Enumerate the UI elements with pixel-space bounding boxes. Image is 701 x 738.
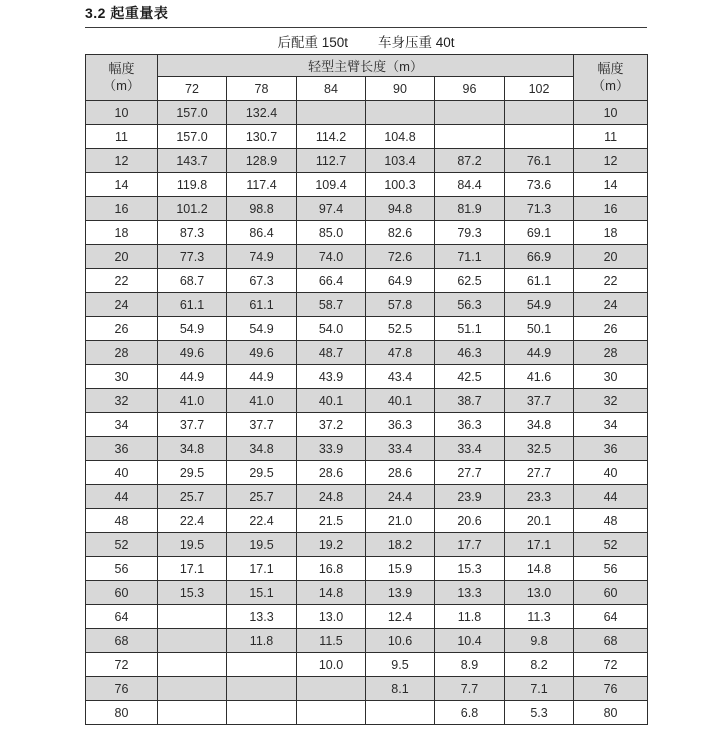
- radius-cell-left: 30: [86, 365, 158, 389]
- table-row: [86, 677, 648, 701]
- capacity-cell: 5.3: [505, 701, 574, 725]
- capacity-cell: 61.1: [158, 293, 227, 317]
- boom-length-col-5: 102: [505, 77, 574, 101]
- table-row: [86, 149, 648, 173]
- capacity-cell: 44.9: [505, 341, 574, 365]
- capacity-cell: 82.6: [366, 221, 435, 245]
- capacity-cell: 24.4: [366, 485, 435, 509]
- capacity-cell: 20.1: [505, 509, 574, 533]
- capacity-cell: [435, 101, 505, 125]
- radius-cell-right: 40: [574, 461, 648, 485]
- capacity-cell: 17.1: [505, 533, 574, 557]
- capacity-cell: 48.7: [297, 341, 366, 365]
- radius-cell-left: 24: [86, 293, 158, 317]
- boom-length-col-3: 90: [366, 77, 435, 101]
- capacity-cell: 132.4: [227, 101, 297, 125]
- capacity-cell: [366, 701, 435, 725]
- capacity-cell: [158, 677, 227, 701]
- table-row: [86, 533, 648, 557]
- radius-cell-right: 68: [574, 629, 648, 653]
- capacity-cell: 73.6: [505, 173, 574, 197]
- table-row: [86, 437, 648, 461]
- radius-cell-right: 34: [574, 413, 648, 437]
- capacity-cell: 25.7: [227, 485, 297, 509]
- capacity-cell: 79.3: [435, 221, 505, 245]
- table-row: [86, 173, 648, 197]
- capacity-cell: 33.9: [297, 437, 366, 461]
- radius-cell-left: 18: [86, 221, 158, 245]
- radius-cell-right: 44: [574, 485, 648, 509]
- radius-cell-right: 24: [574, 293, 648, 317]
- radius-cell-left: 10: [86, 101, 158, 125]
- capacity-cell: 16.8: [297, 557, 366, 581]
- capacity-cell: [505, 125, 574, 149]
- radius-cell-left: 20: [86, 245, 158, 269]
- table-row: [86, 365, 648, 389]
- capacity-cell: 71.1: [435, 245, 505, 269]
- capacity-cell: 6.8: [435, 701, 505, 725]
- capacity-cell: 97.4: [297, 197, 366, 221]
- table-row: [86, 485, 648, 509]
- radius-cell-left: 64: [86, 605, 158, 629]
- radius-header-left-label: 幅度: [108, 60, 135, 76]
- capacity-cell: 8.9: [435, 653, 505, 677]
- capacity-cell: 85.0: [297, 221, 366, 245]
- capacity-cell: 11.8: [435, 605, 505, 629]
- radius-cell-left: 40: [86, 461, 158, 485]
- radius-cell-right: 76: [574, 677, 648, 701]
- capacity-cell: 46.3: [435, 341, 505, 365]
- boom-length-col-2: 84: [297, 77, 366, 101]
- radius-cell-left: 60: [86, 581, 158, 605]
- capacity-cell: 50.1: [505, 317, 574, 341]
- radius-cell-left: 80: [86, 701, 158, 725]
- capacity-cell: 58.7: [297, 293, 366, 317]
- capacity-cell: 98.8: [227, 197, 297, 221]
- capacity-cell: 13.3: [227, 605, 297, 629]
- radius-cell-right: 20: [574, 245, 648, 269]
- capacity-cell: 74.9: [227, 245, 297, 269]
- radius-cell-left: 44: [86, 485, 158, 509]
- capacity-cell: 67.3: [227, 269, 297, 293]
- radius-cell-right: 22: [574, 269, 648, 293]
- capacity-cell: 54.9: [505, 293, 574, 317]
- table-row: [86, 557, 648, 581]
- capacity-cell: 28.6: [366, 461, 435, 485]
- capacity-cell: 143.7: [158, 149, 227, 173]
- radius-header-right-unit: （m）: [592, 77, 629, 93]
- capacity-cell: 52.5: [366, 317, 435, 341]
- capacity-cell: 20.6: [435, 509, 505, 533]
- capacity-cell: 10.4: [435, 629, 505, 653]
- capacity-cell: [158, 605, 227, 629]
- capacity-cell: 43.9: [297, 365, 366, 389]
- radius-cell-right: 32: [574, 389, 648, 413]
- capacity-cell: 24.8: [297, 485, 366, 509]
- table-row: [86, 101, 648, 125]
- capacity-cell: 34.8: [227, 437, 297, 461]
- capacity-cell: 37.7: [227, 413, 297, 437]
- capacity-cell: [435, 125, 505, 149]
- body-ballast-label: 车身压重 40t: [378, 35, 455, 50]
- table-row: [86, 269, 648, 293]
- capacity-cell: 33.4: [366, 437, 435, 461]
- capacity-cell: 37.2: [297, 413, 366, 437]
- capacity-cell: 15.9: [366, 557, 435, 581]
- capacity-cell: [297, 701, 366, 725]
- capacity-cell: 68.7: [158, 269, 227, 293]
- capacity-cell: 54.9: [227, 317, 297, 341]
- radius-cell-right: 72: [574, 653, 648, 677]
- radius-cell-left: 16: [86, 197, 158, 221]
- capacity-cell: 44.9: [158, 365, 227, 389]
- capacity-cell: 36.3: [435, 413, 505, 437]
- capacity-cell: 61.1: [505, 269, 574, 293]
- capacity-cell: 13.0: [297, 605, 366, 629]
- radius-cell-right: 60: [574, 581, 648, 605]
- table-row: [86, 317, 648, 341]
- capacity-cell: 9.5: [366, 653, 435, 677]
- radius-cell-left: 26: [86, 317, 158, 341]
- load-chart-table: [85, 54, 648, 725]
- capacity-cell: 66.9: [505, 245, 574, 269]
- capacity-cell: 76.1: [505, 149, 574, 173]
- capacity-cell: 49.6: [158, 341, 227, 365]
- table-row: [86, 197, 648, 221]
- radius-cell-right: 10: [574, 101, 648, 125]
- capacity-cell: 40.1: [297, 389, 366, 413]
- capacity-cell: [227, 653, 297, 677]
- radius-cell-left: 28: [86, 341, 158, 365]
- capacity-cell: 21.0: [366, 509, 435, 533]
- capacity-cell: 17.7: [435, 533, 505, 557]
- capacity-cell: 66.4: [297, 269, 366, 293]
- table-caption: [85, 28, 647, 54]
- capacity-cell: 29.5: [158, 461, 227, 485]
- table-row: [86, 701, 648, 725]
- capacity-cell: 18.2: [366, 533, 435, 557]
- table-row: [86, 221, 648, 245]
- capacity-cell: [227, 677, 297, 701]
- capacity-cell: 41.0: [227, 389, 297, 413]
- document-page: [85, 4, 647, 725]
- table-row: [86, 509, 648, 533]
- table-row: [86, 245, 648, 269]
- boom-length-header: 轻型主臂长度（m）: [158, 55, 574, 77]
- capacity-cell: 43.4: [366, 365, 435, 389]
- section-title: 3.2 起重量表: [85, 5, 169, 21]
- capacity-cell: 19.5: [227, 533, 297, 557]
- capacity-cell: 84.4: [435, 173, 505, 197]
- radius-cell-left: 14: [86, 173, 158, 197]
- radius-cell-left: 11: [86, 125, 158, 149]
- capacity-cell: 15.3: [158, 581, 227, 605]
- capacity-cell: 10.6: [366, 629, 435, 653]
- radius-cell-right: 30: [574, 365, 648, 389]
- capacity-cell: 8.2: [505, 653, 574, 677]
- capacity-cell: 61.1: [227, 293, 297, 317]
- radius-cell-left: 22: [86, 269, 158, 293]
- capacity-cell: 14.8: [505, 557, 574, 581]
- capacity-cell: 72.6: [366, 245, 435, 269]
- table-row: [86, 389, 648, 413]
- radius-cell-left: 34: [86, 413, 158, 437]
- header-row-boom-values: [86, 77, 648, 101]
- capacity-cell: 27.7: [435, 461, 505, 485]
- capacity-cell: [297, 677, 366, 701]
- capacity-cell: 100.3: [366, 173, 435, 197]
- radius-header-left-unit: （m）: [103, 77, 140, 93]
- radius-cell-left: 76: [86, 677, 158, 701]
- capacity-cell: 37.7: [158, 413, 227, 437]
- capacity-cell: 54.9: [158, 317, 227, 341]
- boom-length-col-1: 78: [227, 77, 297, 101]
- capacity-cell: 94.8: [366, 197, 435, 221]
- radius-cell-left: 32: [86, 389, 158, 413]
- radius-cell-right: 16: [574, 197, 648, 221]
- capacity-cell: 13.0: [505, 581, 574, 605]
- capacity-cell: 28.6: [297, 461, 366, 485]
- capacity-cell: 15.3: [435, 557, 505, 581]
- capacity-cell: 114.2: [297, 125, 366, 149]
- capacity-cell: 157.0: [158, 125, 227, 149]
- radius-header-left: [86, 55, 158, 101]
- capacity-cell: 7.7: [435, 677, 505, 701]
- capacity-cell: 51.1: [435, 317, 505, 341]
- radius-cell-right: 14: [574, 173, 648, 197]
- capacity-cell: 37.7: [505, 389, 574, 413]
- capacity-cell: 57.8: [366, 293, 435, 317]
- radius-cell-right: 18: [574, 221, 648, 245]
- table-row: [86, 413, 648, 437]
- table-row: [86, 341, 648, 365]
- radius-cell-left: 36: [86, 437, 158, 461]
- radius-cell-right: 80: [574, 701, 648, 725]
- capacity-cell: 13.3: [435, 581, 505, 605]
- boom-length-col-4: 96: [435, 77, 505, 101]
- table-row: [86, 605, 648, 629]
- capacity-cell: 47.8: [366, 341, 435, 365]
- table-row: [86, 461, 648, 485]
- capacity-cell: 41.0: [158, 389, 227, 413]
- radius-cell-right: 48: [574, 509, 648, 533]
- capacity-cell: 23.3: [505, 485, 574, 509]
- capacity-cell: 54.0: [297, 317, 366, 341]
- counterweight-label: 后配重 150t: [277, 35, 348, 50]
- table-row: [86, 629, 648, 653]
- capacity-cell: 40.1: [366, 389, 435, 413]
- capacity-cell: 36.3: [366, 413, 435, 437]
- capacity-cell: 74.0: [297, 245, 366, 269]
- capacity-cell: [227, 701, 297, 725]
- radius-header-right: [574, 55, 648, 101]
- capacity-cell: [158, 629, 227, 653]
- capacity-cell: 8.1: [366, 677, 435, 701]
- capacity-cell: 25.7: [158, 485, 227, 509]
- radius-cell-left: 12: [86, 149, 158, 173]
- capacity-cell: 62.5: [435, 269, 505, 293]
- capacity-cell: 112.7: [297, 149, 366, 173]
- radius-cell-right: 11: [574, 125, 648, 149]
- capacity-cell: 69.1: [505, 221, 574, 245]
- capacity-cell: 101.2: [158, 197, 227, 221]
- capacity-cell: 11.8: [227, 629, 297, 653]
- capacity-cell: 13.9: [366, 581, 435, 605]
- capacity-cell: 49.6: [227, 341, 297, 365]
- capacity-cell: 41.6: [505, 365, 574, 389]
- table-row: [86, 581, 648, 605]
- table-row: [86, 125, 648, 149]
- capacity-cell: 23.9: [435, 485, 505, 509]
- capacity-cell: 9.8: [505, 629, 574, 653]
- capacity-cell: 157.0: [158, 101, 227, 125]
- table-row: [86, 293, 648, 317]
- capacity-cell: 10.0: [297, 653, 366, 677]
- capacity-cell: 22.4: [158, 509, 227, 533]
- capacity-cell: 130.7: [227, 125, 297, 149]
- load-chart-body: [86, 101, 648, 725]
- capacity-cell: [158, 653, 227, 677]
- capacity-cell: [297, 101, 366, 125]
- capacity-cell: 29.5: [227, 461, 297, 485]
- capacity-cell: 27.7: [505, 461, 574, 485]
- capacity-cell: 109.4: [297, 173, 366, 197]
- radius-cell-left: 68: [86, 629, 158, 653]
- table-row: [86, 653, 648, 677]
- capacity-cell: 17.1: [227, 557, 297, 581]
- capacity-cell: 117.4: [227, 173, 297, 197]
- capacity-cell: 34.8: [505, 413, 574, 437]
- capacity-cell: 56.3: [435, 293, 505, 317]
- radius-cell-left: 48: [86, 509, 158, 533]
- header-row-boom-label: [86, 55, 648, 77]
- capacity-cell: 33.4: [435, 437, 505, 461]
- capacity-cell: 7.1: [505, 677, 574, 701]
- radius-cell-right: 36: [574, 437, 648, 461]
- radius-cell-left: 56: [86, 557, 158, 581]
- capacity-cell: 119.8: [158, 173, 227, 197]
- capacity-cell: 87.3: [158, 221, 227, 245]
- capacity-cell: 81.9: [435, 197, 505, 221]
- radius-cell-right: 56: [574, 557, 648, 581]
- capacity-cell: 22.4: [227, 509, 297, 533]
- capacity-cell: 77.3: [158, 245, 227, 269]
- radius-cell-right: 64: [574, 605, 648, 629]
- boom-length-col-0: 72: [158, 77, 227, 101]
- capacity-cell: 42.5: [435, 365, 505, 389]
- radius-cell-right: 28: [574, 341, 648, 365]
- capacity-cell: 34.8: [158, 437, 227, 461]
- capacity-cell: 15.1: [227, 581, 297, 605]
- radius-cell-right: 12: [574, 149, 648, 173]
- radius-cell-left: 52: [86, 533, 158, 557]
- capacity-cell: 14.8: [297, 581, 366, 605]
- capacity-cell: 64.9: [366, 269, 435, 293]
- capacity-cell: 128.9: [227, 149, 297, 173]
- radius-cell-right: 26: [574, 317, 648, 341]
- capacity-cell: [505, 101, 574, 125]
- capacity-cell: 19.5: [158, 533, 227, 557]
- capacity-cell: 11.3: [505, 605, 574, 629]
- capacity-cell: 104.8: [366, 125, 435, 149]
- capacity-cell: [158, 701, 227, 725]
- capacity-cell: [366, 101, 435, 125]
- capacity-cell: 11.5: [297, 629, 366, 653]
- capacity-cell: 17.1: [158, 557, 227, 581]
- capacity-cell: 12.4: [366, 605, 435, 629]
- capacity-cell: 21.5: [297, 509, 366, 533]
- capacity-cell: 86.4: [227, 221, 297, 245]
- capacity-cell: 87.2: [435, 149, 505, 173]
- capacity-cell: 71.3: [505, 197, 574, 221]
- capacity-cell: 38.7: [435, 389, 505, 413]
- capacity-cell: 19.2: [297, 533, 366, 557]
- radius-cell-left: 72: [86, 653, 158, 677]
- radius-cell-right: 52: [574, 533, 648, 557]
- capacity-cell: 103.4: [366, 149, 435, 173]
- radius-header-right-label: 幅度: [597, 60, 624, 76]
- capacity-cell: 32.5: [505, 437, 574, 461]
- capacity-cell: 44.9: [227, 365, 297, 389]
